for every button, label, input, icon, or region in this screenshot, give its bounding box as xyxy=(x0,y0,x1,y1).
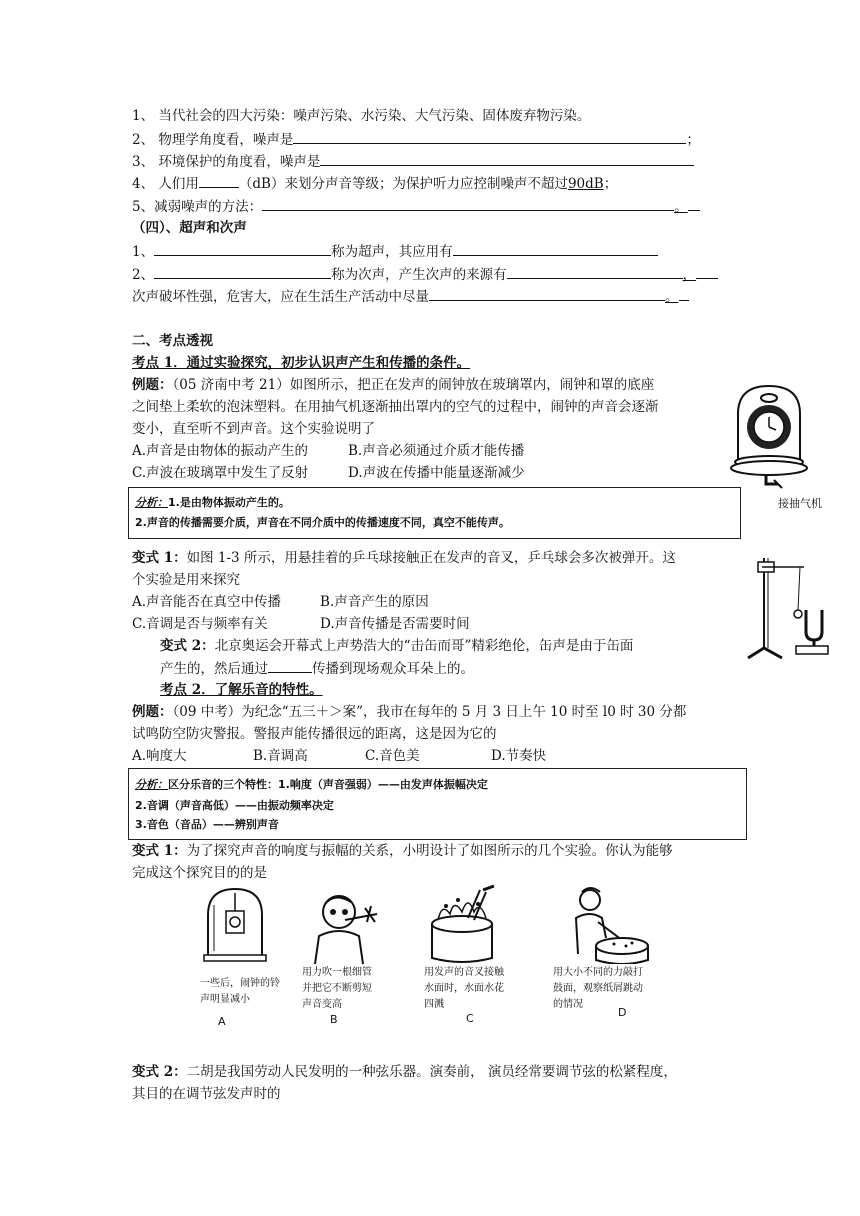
variant-2-line-2: 产生的，然后通过 传播到现场观众耳朵上的。 xyxy=(160,661,474,677)
blank[interactable] xyxy=(293,130,686,144)
blank[interactable] xyxy=(453,242,658,256)
blank[interactable] xyxy=(154,242,331,256)
part2-title: 二、考点透视 xyxy=(132,333,213,349)
key-point-1: 考点 1．通过实验探究，初步认识声产生和传播的条件。 xyxy=(132,355,471,371)
example-1-options-ab: A.声音是由物体的振动产生的 B.声音必须通过介质才能传播 xyxy=(132,443,525,459)
example-1-line-2: 之间垫上柔软的泡沫塑料。在用抽气机逐渐抽出罩内的空气的过程中，闹钟的声音会逐渐 xyxy=(132,399,659,415)
example-1-line-1: 例题：（05 济南中考 21）如图所示，把正在发声的闹钟放在玻璃罩内，闹钟和罩的底座 xyxy=(132,377,655,393)
blank[interactable] xyxy=(507,265,683,279)
example-2-line-2: 试鸣防空防灾警报。警报声能传播很远的距离，这是因为它的 xyxy=(132,726,497,742)
key-point-2: 考点 2．了解乐音的特性。 xyxy=(160,682,323,698)
caption-d-line-1: 用大小不同的力敲打 xyxy=(553,967,643,978)
caption-a-line-1: 一些后，闹钟的铃 xyxy=(200,978,280,989)
caption-c-line-3: 四溅 xyxy=(424,999,444,1010)
line-infrasound: 2、 称为次声，产生次声的来源有 ， xyxy=(132,265,718,284)
label-a: A xyxy=(218,1015,226,1028)
example-2-options: A.响度大 B.音调高 C.音色美 D.节奏快 xyxy=(132,748,547,764)
experiment-b-blowing-tube xyxy=(305,886,385,966)
example-2-line-1: 例题：（09 中考）为纪念“五三＋＞案”，我市在每年的 5 月 3 日上午 10 时至 l0 时 30 分都 xyxy=(132,704,687,720)
example-1-options-cd: C.声波在玻璃罩中发生了反射 D.声波在传播中能量逐渐减少 xyxy=(132,465,525,481)
line-pollution: 1、 当代社会的四大污染：噪声污染、水污染、大气污染、固体废弃物污染。 xyxy=(132,108,591,124)
caption-d-line-3: 的情况 xyxy=(553,999,583,1010)
caption-b-line-3: 声音变高 xyxy=(302,999,342,1010)
caption-b-line-1: 用力吹一根细管 xyxy=(302,967,372,978)
variant-3-line-2: 完成这个探究目的的是 xyxy=(132,865,267,881)
blank xyxy=(696,265,718,279)
analysis-box-2: 分析：区分乐音的三个特性：1.响度（声音强弱）——由发声体振幅决定 2.音调（声音高低）——由振动频率决定 3.音色（音品）——辨别声音 xyxy=(128,768,747,840)
pump-caption: 接抽气机 xyxy=(778,497,822,510)
line-ultrasound: 1、 称为超声，其应用有 xyxy=(132,242,658,261)
caption-b-line-2: 并把它不断剪短 xyxy=(302,983,372,994)
blank[interactable] xyxy=(429,287,665,301)
variant-1-line-2: 个实验是用来探究 xyxy=(132,572,240,588)
blank[interactable] xyxy=(262,197,674,211)
experiment-c-fork-water xyxy=(422,884,502,964)
line-noise-physics: 2、 物理学角度看，噪声是 ； xyxy=(132,132,700,148)
blank[interactable] xyxy=(268,659,312,673)
variant-4-line-2: 其目的在调节弦发声时的 xyxy=(132,1086,281,1102)
caption-c-line-1: 用发声的音叉接触 xyxy=(424,967,504,978)
label-d: D xyxy=(618,1006,627,1019)
line-infrasound-2: 次声破坏性强，危害大，应在生活生产活动中尽量 。 xyxy=(132,287,689,306)
caption-d-line-2: 鼓面，观察纸屑跳动 xyxy=(553,983,643,994)
label-b: B xyxy=(330,1013,338,1026)
bell-jar-clock-illustration xyxy=(728,380,810,496)
analysis-box-1: 分析：1.是由物体振动产生的。 2.声音的传播需要介质，声音在不同介质中的传播速度不同，真空不能传声。 xyxy=(128,487,741,539)
blank[interactable] xyxy=(199,174,239,188)
line-noise-env: 3、 环境保护的角度看，噪声是 xyxy=(132,152,694,171)
label-c: C xyxy=(466,1012,474,1025)
blank[interactable] xyxy=(154,265,331,279)
experiment-a-bell-jar xyxy=(200,885,270,965)
blank-tail xyxy=(688,197,700,211)
experiment-d-drum xyxy=(560,884,650,964)
line-reduce-noise: 5、减弱噪声的方法： 。 xyxy=(132,197,700,216)
caption-a-line-2: 声明显减小 xyxy=(200,994,250,1005)
variant-1-line-1: 变式 1：如图 1-3 所示，用悬挂着的乒乓球接触正在发声的音叉，乒乓球会多次被弹开。这 xyxy=(132,550,676,566)
variant-2-line-1: 变式 2：北京奥运会开幕式上声势浩大的“击缶而哥”精彩绝伦，缶声是由于缶面 xyxy=(160,638,634,654)
line-db: 4、 人们用 （dB）来划分声音等级；为保护听力应控制噪声不超过90dB； xyxy=(132,176,618,192)
section-4-heading: （四）、超声和次声 xyxy=(132,220,247,236)
example-1-line-3: 变小，直至听不到声音。这个实验说明了 xyxy=(132,421,375,437)
variant-1-options-cd: C.音调是否与频率有关 D.声音传播是否需要时间 xyxy=(132,616,470,632)
blank-tail xyxy=(679,287,689,301)
variant-4-line-1: 变式 2：二胡是我国劳动人民发明的一种弦乐器。演奏前， 演员经常要调节弦的松紧程度， xyxy=(132,1064,677,1080)
variant-3-line-1: 变式 1：为了探究声音的响度与振幅的关系，小明设计了如图所示的几个实验。你认为能够 xyxy=(132,843,673,859)
tuning-fork-pingpong-illustration xyxy=(742,548,832,664)
variant-1-options-ab: A.声音能否在真空中传播 B.声音产生的原因 xyxy=(132,594,429,610)
blank[interactable] xyxy=(320,152,694,166)
caption-c-line-2: 水面时，水面水花 xyxy=(424,983,504,994)
